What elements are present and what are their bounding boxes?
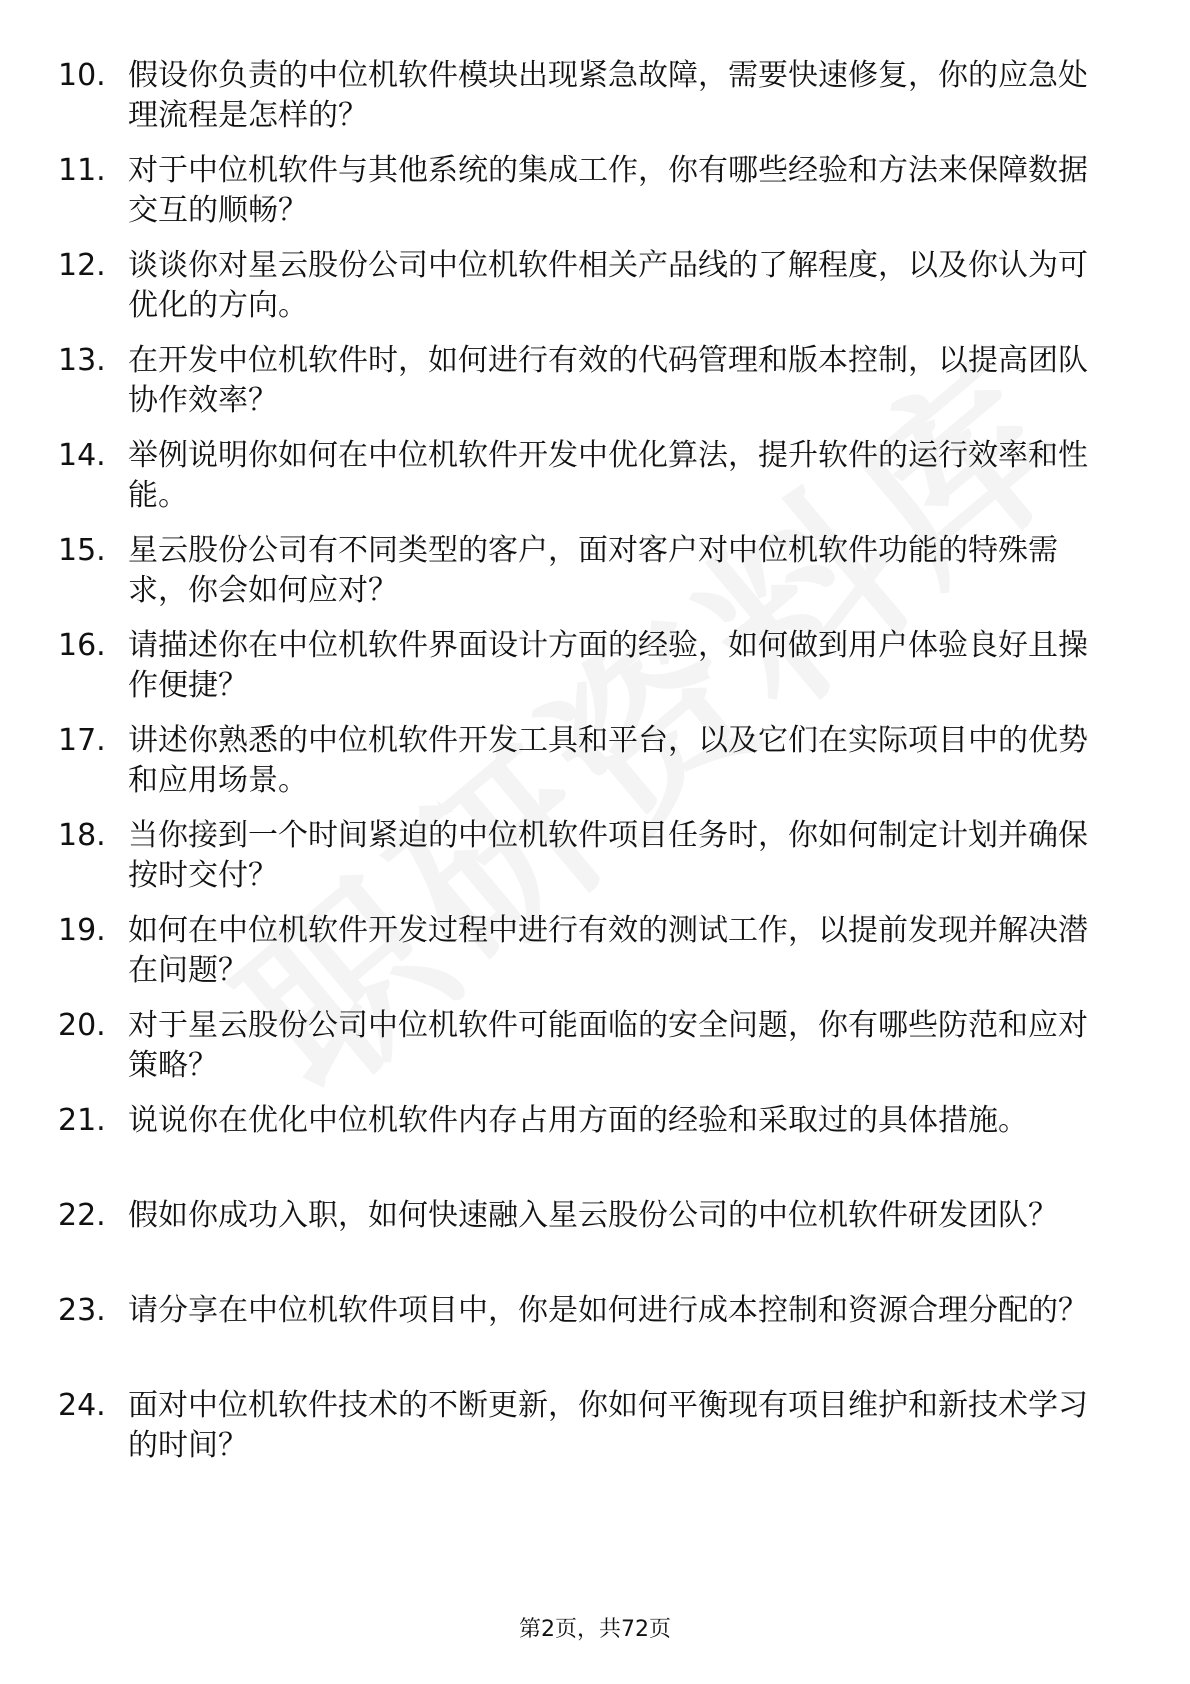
question-text: 当你接到一个时间紧迫的中位机软件项目任务时，你如何制定计划并确保按时交付？ — [128, 818, 1088, 893]
list-item — [58, 721, 1108, 801]
question-text: 如何在中位机软件开发过程中进行有效的测试工作，以提前发现并解决潜在问题？ — [128, 913, 1088, 988]
question-text: 说说你在优化中位机软件内存占用方面的经验和采取过的具体措施。 — [128, 1103, 1028, 1138]
question-number: 19. — [58, 913, 106, 948]
question-text: 讲述你熟悉的中位机软件开发工具和平台，以及它们在实际项目中的优势和应用场景。 — [128, 723, 1088, 798]
list-item — [58, 911, 1108, 991]
list-item — [58, 1006, 1108, 1086]
question-number: 22. — [58, 1198, 106, 1233]
question-number: 12. — [58, 248, 106, 283]
question-number: 23. — [58, 1293, 106, 1328]
question-text: 谈谈你对星云股份公司中位机软件相关产品线的了解程度，以及你认为可优化的方向。 — [128, 248, 1088, 323]
question-text: 举例说明你如何在中位机软件开发中优化算法，提升软件的运行效率和性能。 — [128, 438, 1088, 513]
list-item — [58, 626, 1108, 706]
question-text: 星云股份公司有不同类型的客户，面对客户对中位机软件功能的特殊需求，你会如何应对？ — [128, 533, 1058, 608]
list-item — [58, 1101, 1108, 1181]
question-text: 在开发中位机软件时，如何进行有效的代码管理和版本控制，以提高团队协作效率？ — [128, 343, 1088, 418]
question-text: 对于星云股份公司中位机软件可能面临的安全问题，你有哪些防范和应对策略？ — [128, 1008, 1088, 1083]
question-list — [58, 56, 1108, 1481]
question-number: 11. — [58, 153, 106, 188]
question-number: 16. — [58, 628, 106, 663]
question-number: 13. — [58, 343, 106, 378]
list-item — [58, 1291, 1108, 1371]
question-number: 24. — [58, 1388, 106, 1423]
list-item — [58, 531, 1108, 611]
question-number: 15. — [58, 533, 106, 568]
question-number: 18. — [58, 818, 106, 853]
question-text: 对于中位机软件与其他系统的集成工作，你有哪些经验和方法来保障数据交互的顺畅？ — [128, 153, 1088, 228]
list-item — [58, 816, 1108, 896]
list-item — [58, 1386, 1108, 1466]
question-number: 21. — [58, 1103, 106, 1138]
list-item — [58, 246, 1108, 326]
list-item — [58, 341, 1108, 421]
question-text: 假设你负责的中位机软件模块出现紧急故障，需要快速修复，你的应急处理流程是怎样的？ — [128, 58, 1088, 133]
question-number: 10. — [58, 58, 106, 93]
list-item — [58, 436, 1108, 516]
question-text: 请分享在中位机软件项目中，你是如何进行成本控制和资源合理分配的？ — [128, 1293, 1088, 1328]
question-text: 请描述你在中位机软件界面设计方面的经验，如何做到用户体验良好且操作便捷？ — [128, 628, 1088, 703]
question-text: 面对中位机软件技术的不断更新，你如何平衡现有项目维护和新技术学习的时间？ — [128, 1388, 1088, 1463]
page-number-footer: 第2页，共72页 — [519, 1617, 671, 1642]
list-item — [58, 151, 1108, 231]
question-text: 假如你成功入职，如何快速融入星云股份公司的中位机软件研发团队？ — [128, 1198, 1058, 1233]
question-number: 17. — [58, 723, 106, 758]
question-number: 20. — [58, 1008, 106, 1043]
list-item — [58, 56, 1108, 136]
list-item — [58, 1196, 1108, 1276]
question-number: 14. — [58, 438, 106, 473]
